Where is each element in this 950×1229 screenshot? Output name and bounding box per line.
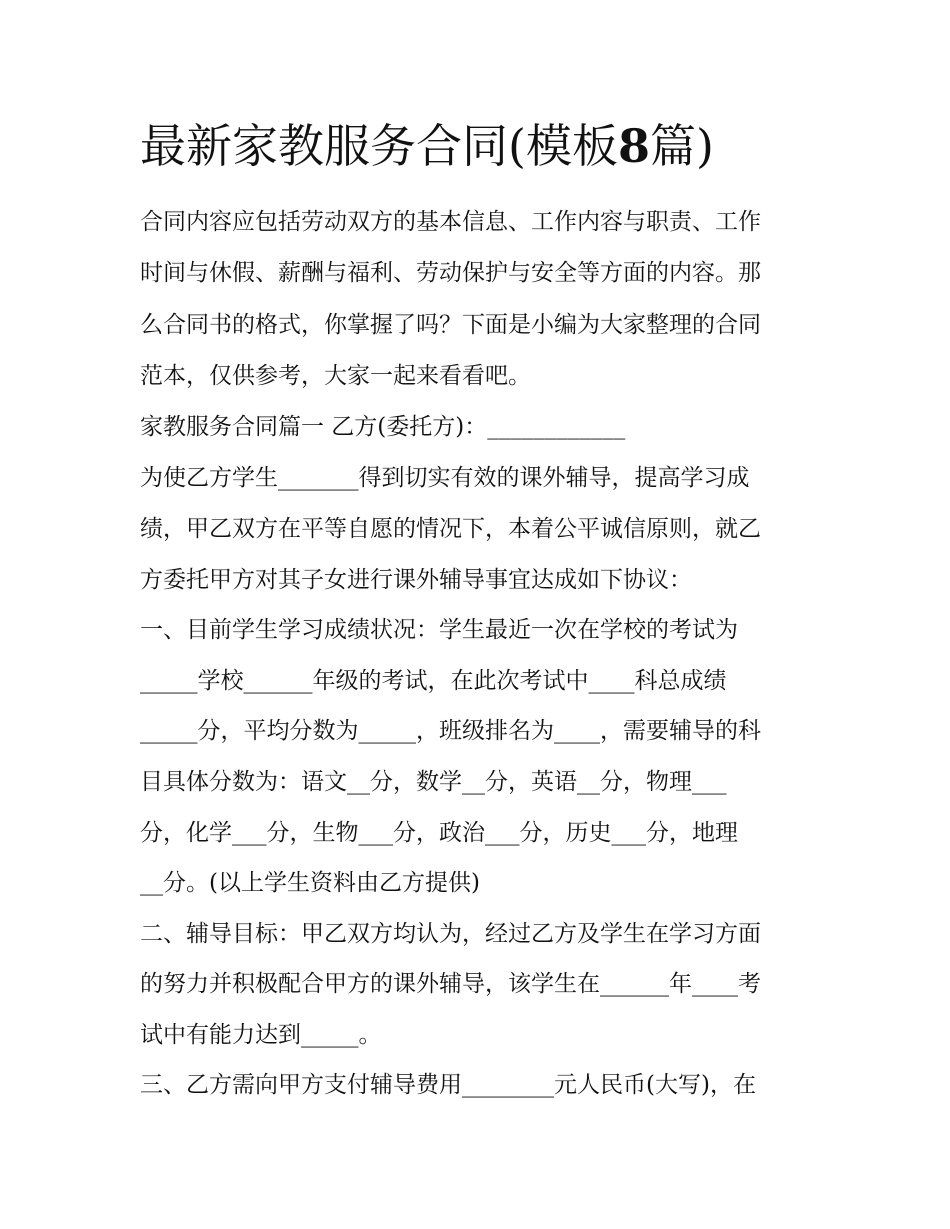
paragraph-line: 为使乙方学生_______得到切实有效的课外辅导，提高学习成 bbox=[140, 465, 750, 491]
paragraph-line: 绩，甲乙双方在平等自愿的情况下，本着公平诚信原则，就乙 bbox=[140, 516, 761, 542]
paragraph-line: __分。(以上学生资料由乙方提供) bbox=[140, 870, 480, 896]
title-number: 8 bbox=[617, 119, 650, 173]
paragraph-line: 范本，仅供参考，大家一起来看看吧。 bbox=[140, 363, 531, 389]
paragraph-line: 试中有能力达到_____。 bbox=[140, 1022, 382, 1048]
paragraph-line: 合同内容应包括劳动双方的基本信息、工作内容与职责、工作 bbox=[140, 209, 761, 235]
paragraph-line: 家教服务合同篇一 乙方(委托方)：____________ bbox=[140, 414, 626, 440]
paragraph-line: 么合同书的格式，你掌握了吗？下面是小编为大家整理的合同 bbox=[140, 312, 761, 338]
paragraph-line: 二、辅导目标：甲乙双方均认为，经过乙方及学生在学习方面 bbox=[140, 921, 761, 947]
title-prefix: 最新家教服务合同(模板 bbox=[140, 119, 618, 173]
paragraph-line: 分，化学___分，生物___分，政治___分，历史___分，地理 bbox=[140, 820, 738, 846]
title-suffix: 篇) bbox=[649, 119, 714, 173]
paragraph-line: 时间与休假、薪酬与福利、劳动保护与安全等方面的内容。那 bbox=[140, 260, 761, 286]
paragraph-line: 三、乙方需向甲方支付辅导费用________元人民币(大写)，在 bbox=[140, 1072, 756, 1098]
paragraph-line: 的努力并积极配合甲方的课外辅导，该学生在______年____考 bbox=[140, 971, 761, 997]
paragraph-line: _____分，平均分数为_____，班级排名为____，需要辅导的科 bbox=[140, 718, 761, 744]
paragraph-line: 一、目前学生学习成绩状况：学生最近一次在学校的考试为 bbox=[140, 617, 738, 643]
paragraph-line: 目具体分数为：语文__分，数学__分，英语__分，物理___ bbox=[140, 769, 727, 795]
paragraph-line: _____学校______年级的考试，在此次考试中____科总成绩 bbox=[140, 668, 727, 694]
paragraph-line: 方委托甲方对其子女进行课外辅导事宜达成如下协议： bbox=[140, 567, 692, 593]
document-title bbox=[140, 114, 714, 178]
